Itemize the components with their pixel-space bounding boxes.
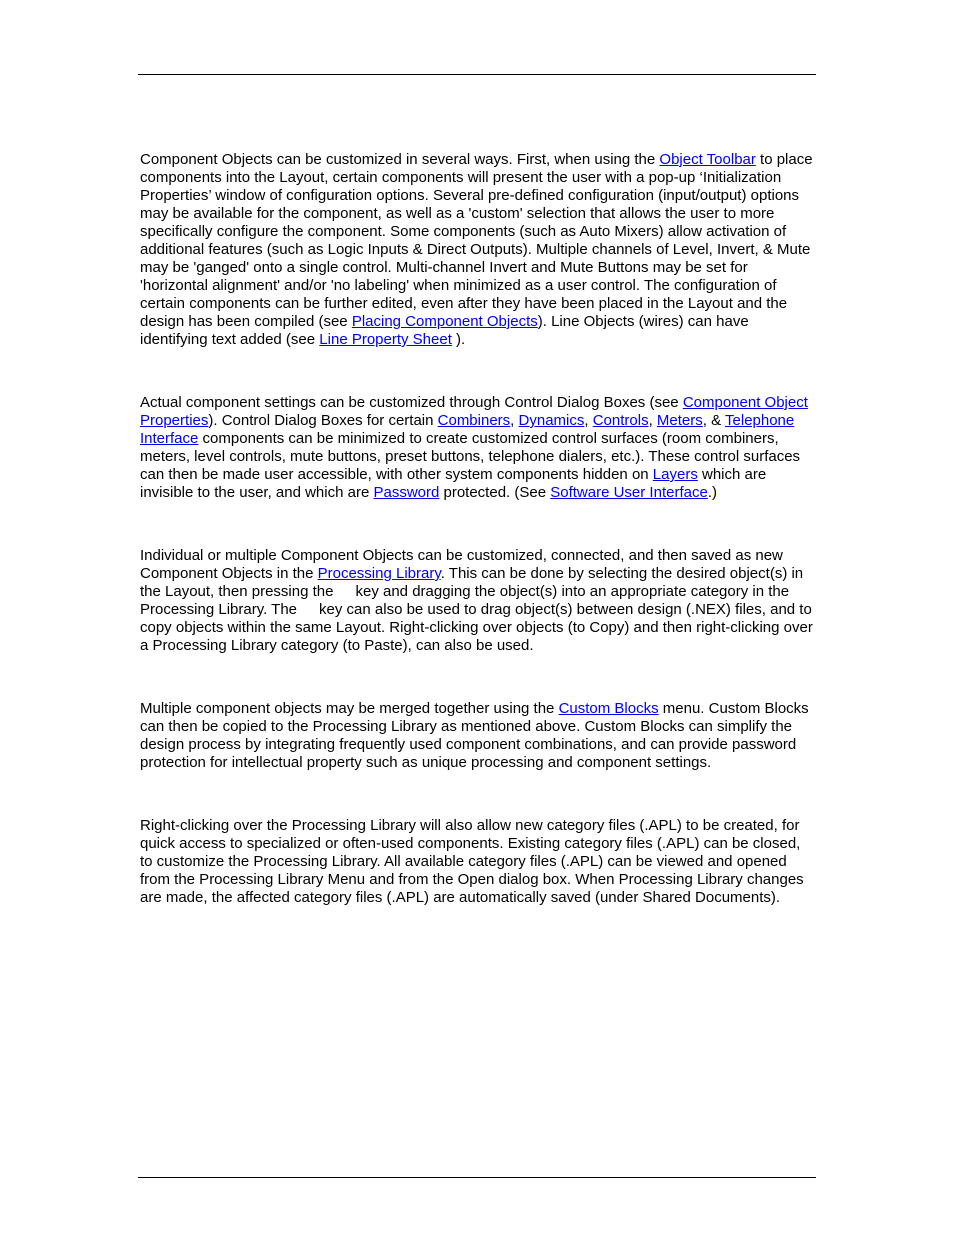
text-run: ). Line Objects (wires) can have identifying text added (see (140, 313, 749, 348)
text-run: , & (702, 412, 726, 429)
paragraph-processing-library (140, 547, 816, 655)
paragraph-control-dialog-boxes (140, 394, 816, 502)
text-run: Individual or multiple Component Objects can be customized, connected, and then saved as new Component Objects in the (140, 547, 783, 582)
text-run: key can also be used to drag object(s) between design (.NEX) files, and to copy objects within the same Layout. Right-clicking over objects (to Copy) and then right-clicking over a Processing Library category (to Paste), can also be used. (140, 601, 813, 654)
paragraph-custom-blocks (140, 700, 816, 772)
text-run: key and dragging the object(s) into an appropriate category in the Processing Library. The (140, 583, 790, 618)
text-run: protected. (See (439, 484, 551, 501)
meters-link[interactable]: Meters (656, 412, 703, 429)
dynamics-link[interactable]: Dynamics (518, 412, 585, 429)
text-run: Multiple component objects may be merged together using the (140, 700, 559, 717)
paragraph-gap (140, 655, 816, 700)
text-run: menu. Custom Blocks can then be copied to the Processing Library as mentioned above. Custom Blocks can simplify the design process by integrating frequently used component combinations, and can provide password protection for intellectual property such as unique processing and component settings. (140, 700, 809, 771)
paragraph-category-files (140, 817, 816, 907)
text-run: components can be minimized to create customized control surfaces (room combiners, meters, level controls, mute buttons, preset buttons, telephone dialers, etc.). These control surfaces can then be made user accessible, with other system components hidden on (140, 430, 801, 483)
text-run: . This can be done by selecting the desired object(s) in the Layout, then pressing the (140, 565, 804, 600)
text-run: ). (451, 331, 466, 348)
text-run: .) (707, 484, 717, 501)
text-run: , (584, 412, 593, 429)
component-object-properties-link[interactable]: Component Object Properties (140, 394, 808, 429)
footer-rule (138, 1177, 816, 1178)
text-run: ). Control Dialog Boxes for certain (208, 412, 438, 429)
layers-link[interactable]: Layers (652, 466, 698, 483)
placing-component-objects-link[interactable]: Placing Component Objects (351, 313, 538, 330)
text-run: Component Objects can be customized in several ways. First, when using the (140, 151, 660, 168)
text-run: , (510, 412, 519, 429)
paragraph-customization-options (140, 151, 816, 349)
paragraph-gap (140, 502, 816, 547)
telephone-interface-link[interactable]: Telephone Interface (140, 412, 795, 447)
software-user-interface-link[interactable]: Software User Interface (550, 484, 708, 501)
text-run: which are invisible to the user, and which are (140, 466, 767, 501)
text-run: to place components into the Layout, certain components will present the user with a pop-up ‘Initialization Properties’ window of configuration options. Several pre-defined configuration (input/output) options may be available for the component, as well as a 'custom' selection that allows the user to more specifically configure the component. Some components (such as Auto Mixers) allow activation of additional features (such as Logic Inputs & Direct Outputs). Multiple channels of Level, Invert, & Mute may be 'ganged' onto a single control. Multi-channel Invert and Mute Buttons may be set for 'horizontal alignment' and/or 'no labeling' when minimized as a user control. The configuration of certain components can be further edited, even after they have been placed in the Layout and the design has been compiled (see (140, 151, 813, 330)
header-rule (138, 74, 816, 75)
controls-link[interactable]: Controls (592, 412, 649, 429)
document-body (140, 151, 816, 907)
text-run: Actual component settings can be customized through Control Dialog Boxes (see (140, 394, 683, 411)
text-run: , (648, 412, 657, 429)
password-link[interactable]: Password (373, 484, 440, 501)
object-toolbar-link[interactable]: Object Toolbar (659, 151, 756, 168)
combiners-link[interactable]: Combiners (437, 412, 511, 429)
line-property-sheet-link[interactable]: Line Property Sheet (319, 331, 452, 348)
text-run: Right-clicking over the Processing Library will also allow new category files (.APL) to be created, for quick access to specialized or often-used components. Existing category files (.APL) can be closed, to customize the Processing Library. All available category files (.APL) can be viewed and opened from the Processing Library Menu and from the Open dialog box. When Processing Library changes are made, the affected category files (.APL) are automatically saved (under Shared Documents). (140, 817, 804, 906)
custom-blocks-link[interactable]: Custom Blocks (558, 700, 659, 717)
processing-library-link[interactable]: Processing Library (317, 565, 441, 582)
paragraph-gap (140, 349, 816, 394)
paragraph-gap (140, 772, 816, 817)
